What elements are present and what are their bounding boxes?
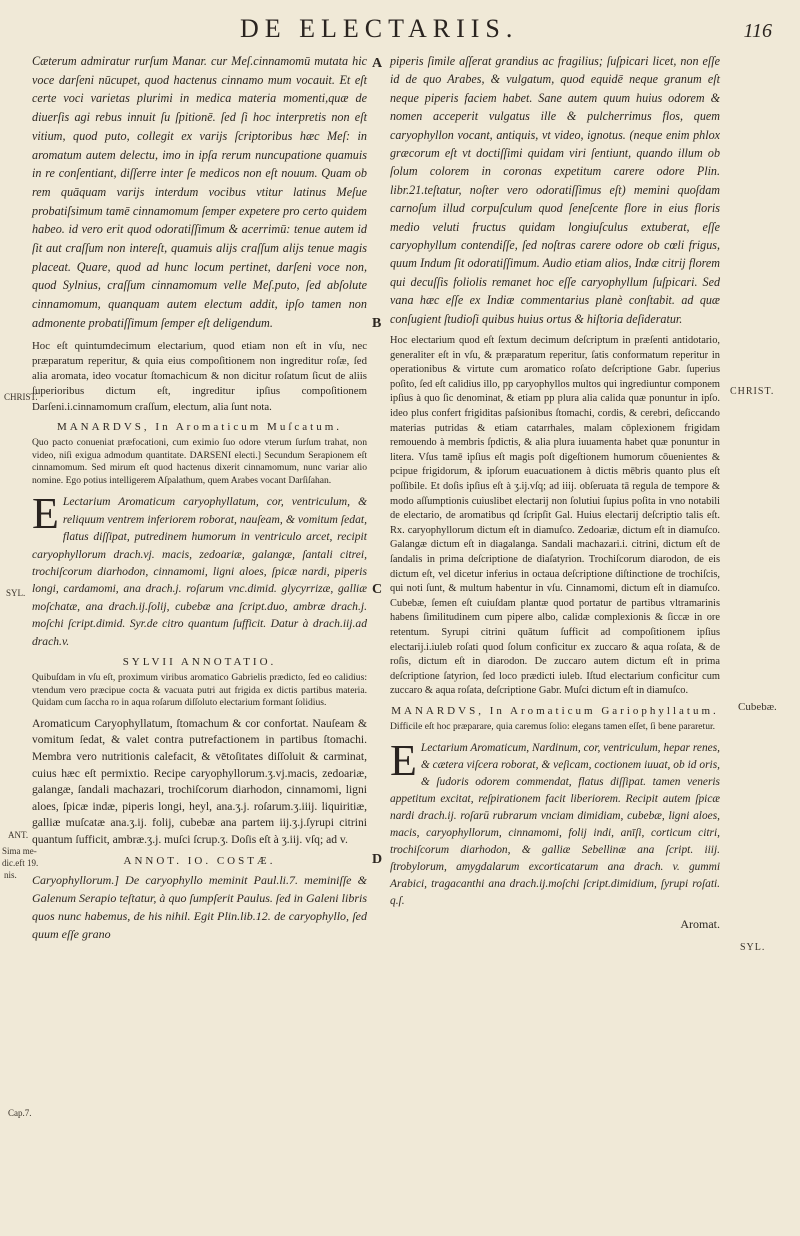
manardus-note: Quo pacto conueniat præfocationi, cum eximio ſuo odore vterum ſurſum trahat, non video, niſi exigua admodum quantitate. DARSENI electi.] Secundum Serapionem eſt cinnamomum. Sed mirum eſt quod hactenus dixerit cinnamomum, nunc variar alio nomine. Ego potius intelligerem Aſpalathum, quem Arabes vocant Darſiſahan. [32,437,367,486]
right-column [390,52,720,938]
page-header [0,8,800,48]
catchword: Aromat. [680,916,720,931]
recipe-paragraph: Lectarium Aromaticum caryophyllatum, cor, ventriculum, & reliquum ventrem inferiorem roborat, nauſeam, & vomitum ſedat, flatus diſſipat, putredinem humorum in ventriculo arcet, recipit caryophyllorum drach.vj. macis, zedoariæ, galangæ, ſantali citrei, trochiſcorum diarhodon, cinnamomi, ligni aloes, ſpicæ nardi, piperis longi, cardamomi, ana drach.j. roſarum vnc.dimid. glycyrrizæ, galliæ moſchatæ, ana drach.ij.ſolij, cubebæ ana ſcript.duo, ambræ drach.j. moſchi ſcript.dimid. Syr.de citro quantum ſufficit. Datur à drach.iij.ad drach.v. [32,495,367,648]
margin-note-sima: Sima me- [2,846,37,856]
sylvius-note: Quibuſdam in vſu eſt, proximum viribus aromatico Gabrielis prædicto, ſed eo calidius: vtendum vero præcipue cocta & vacuata putri aut frigida ex dictis partibus materia. Quidam cum ſaccha ro in aqua roſarum diſſoluto electarium formant ſolidius. [32,672,367,709]
manardus-note-right: Difficile eſt hoc præparare, quia caremus ſolio: elegans tamen eſſet, ſi bene pararetur. [390,720,716,732]
margin-note-cubebae: Cubebæ. [738,701,777,713]
section-heading-manardus-right: MANARDVS, In Aromaticum Gariophyllatum. [391,704,719,717]
margin-note-dic: dic.eft 19. [2,858,39,868]
section-heading-costae: ANNOT. IO. COSTÆ. [123,854,276,867]
margin-letter-a: A [372,56,383,71]
recipe-block-right [390,735,720,910]
page-number: 116 [743,20,772,42]
margin-note-christ-right: CHRIST. [730,386,775,397]
margin-note-christ: CHRIST. [4,392,38,402]
section-heading-manardus: MANARDVS, In Aromaticum Muſcatum. [56,421,343,434]
drop-cap-right: E [390,735,417,785]
gloss-paragraph: Hoc eſt quintumdecimum electarium, quod etiam non eſt in vſu, nec præparatum reperitur, & quia eius compoſitionem non ingreditur roſæ, ſed alia aromata, ideo vocatur ſtomachicum & non dicitur roſatum ſicut de aliis ſuperioribus dictum eſt, ingreditur ipſius compoſitionem Darſeni.i.cinnamomum craſſum, electum, alia ſunt nota. [32,339,367,413]
margin-note-syl-right: SYL. [740,942,766,953]
costae-note: Caryophyllorum.] De caryophyllo meminit Paul.li.7. meminiſſe & Galenum Serapio teſtatur, à quo ſumpſerit Paulus. ſed in Galeni libris quos nunc habemus, de his nihil. Egit Plin.lib.12. de caryophyllo, ſed quum eſſe grano [32,872,367,941]
margin-note-syl: SYL. [6,588,26,598]
commentary-continuation: piperis ſimile aſſerat grandius ac fragilius; ſuſpicari licet, non eſſe id de quo Arabes, & vulgatum, quod equidē neque granum eſt neque piperis faciem habet. Sane autem quum huius odorem & nomen acceperit vulgatus ille & pulcherrimus flos, quem caryophyllon vocant, antiquis, vt video, ignotus. (neque enim phlox græcorum eſt vt doctiſſimi quidam viri ſentiunt, quando illum ob ſolum colorem in coronas expetitum carere odore Plin. libr.21.teſtatur, noſter vero odoratiſſimus eſt) memini quoſdam carnoſum illud corpuſculum quod ſeneſcente flore in eius floris medio veluti fructus quidam longiuſculus extuberat, eſſe caryophyllum contendiſſe, ſed noſtras carere odore ob cœli frigus, quum Indum ſit odoratiſſimum. Audio etiam alios, Indæ citrij florem qui decuſſis foliolis remanet hoc eſſe caryophyllum ſuſpicari. Sed vana hæc eſſe ex Indiæ commentarius planè conſtabit. ad quæ conſugient ſtudioſi quibus huius ortus & hiſtoria deſideratur. [390,54,720,326]
margin-note-nis: nis. [4,870,17,880]
margin-letter-d: D [372,852,383,867]
margin-letter-b: B [372,316,382,331]
drop-cap: E [32,489,59,539]
commentary-paragraph: Cæterum admiratur rurſum Manar. cur Meſ.cinnamomū mutata hic voce darſeni nūcupet, quod hactenus cinnamo mum vocauit. Et eſt certe voci varietas plurimi in medica materia momenti,quæ de diuerſis agi rebus innuit ſu ſpitionē. ſed ſi hoc interpretis non eſt vitium, quod puto, collegit ex varijs ſcriptoribus hæc Meſ: in aromatum autem delectu, imo in ipſa rerum nuncupatione quamuis in re conſentiant, diſſerre inter ſe medicos non eſt nouum. Quam ob rem quāquam varijs interdum vocibus vtitur latinus Meſue probatiſsimum tamē cinnamomum ſemper expetere pro certo quidem habeo. id vero erit quod odoratiſſimum & acerrimū: tenue autem id ſit aut craſſum non intereſt, quamuis alijs craſſum alijs tenue magis placeat. Quare, quod ad hunc locum pertinet, darſeni voce non, quod Sylnius, craſſum cinnamomum velle Meſ.puto, ſed abſolute cinnamomum, quanquam autem electum addit, ipſo tamen non admonente probatiſſimum ſemper eſt deligendum. [32,54,367,330]
aromaticum-paragraph: Aromaticum Caryophyllatum, ſtomachum & cor confortat. Nauſeam & vomitum ſedat, & valet contra putrefactionem in partibus ſtomachi. Membra vero nutritionis calefacit, & vētoſitates diſſoluit & carminat, cuius hæc eſt permixtio. Recipe caryophyllorum.ʒ.vj.macis, zedoariæ, galangæ, ſandali machazari, trochiſcorum diarhodon, cinnamomi, ligni aloes, ſpicæ indæ, piperis longi, heyl, ana.ʒ.j. roſarum.ʒ.iiij. liquiritiæ, galliæ muſcatæ ana.ʒ.ij. folij, cubebæ ana partem iij.ʒ.j.ſyrupi citrini quantum ſufficit, ambræ.ʒ.j. muſci ſcrup.ʒ. Doſis eſt à ʒ.iij. vſq; ad v. [32,716,367,846]
recipe-block [32,489,367,650]
margin-letter-c: C [372,582,383,597]
gloss-paragraph-right: Hoc electarium quod eſt ſextum decimum deſcriptum in præſenti antidotario, generaliter eſt in vſu, & præparatum reperitur, ſatis conformatum reperitur in operationibus & virtute cum aromatico roſato deſcriptione Gabr. ſuperius poſito, ſed eſt calidius illo, pp caryophyllos multos qui ingrediuntur componem ipſius à quo ſic denominat, & etiam pp plura alia calida quæ ponuntur in ipſo. ideo plus confert frigiditas paſsionibus ſtomachi, cordis, & cerebri, deſiccando materias putridas & etiam catarrhales, malam cōplexionem frigidam remouendo à membris ſpdictis, & alia plura iuuamenta habet quæ ponuntur in litera. Vſus tamē ipſius eſt magis poſt digeſtionem humorum cōuenientes & pcipue frigidorum, & ipſorum euacuationem à dictis mēbris quanto plus eſt poſſibile. Et doſis ipſius eſt à ʒ.ij.vſq; ad iiij. obſeruata tā regula de tempore & modo aſſumptionis cuiuslibet electarij non ſolutiui ſupius poſita in vno notabili de electario, de aromatibus qd ſcripſit Gal. Huius electarij deſcriptio talis eſt. Rx. caryophyllorum dictum eſt in diamuſco. Zedoariæ, dictum eſt in diamuſco. Galangæ dictum eſt in diagalanga. Sandali machazari.i. citrini, dictum eſt de ſandalis in prima deſcriptione de diaſatyrion. Trochiſcorum diarodon, de eis dictum eſt, vel dicetur inferius in octaua deſcriptione diſtinctione de trochiſcis, qui noti ſunt, & multum habentur in vſu. Cinnamomi, dictum eſt in diamuſco. Cubebæ, ſemen eſt cuiuſdam plantæ quod portatur de partibus vltramarinis habens ſimilitudinem cum pipere albo, calidæ complexionis & ſiccæ in ore retentum. Syrupi citrini quātum ſufficit ad compoſitionem ipſius electarij.i.iuleb roſati quod ſolum conficitur ex zuccaro & aqua roſata, & de roſis, dictum eſt in diarodon. De zuccaro autem dictum eſt in prima deſcriptione ſatyrion, ſed loco prædicti iuleb. Iſtud electarium conficitur cum zuccaro & aqua roſata, deſcriptione Gabr. Muſci dictum eſt in diamuſco. [390,335,720,697]
margin-note-cap: Cap.7. [8,1108,32,1118]
margin-note-ant: ANT. [8,830,29,840]
recipe-paragraph-right: Lectarium Aromaticum, Nardinum, cor, ventriculum, hepar renes, & cætera viſcera roborat, & veſicam, coctionem iuuat, ob id oris, & ſudoris odorem commendat, flatus diſſipat. tamen veneris appetitum excitat, reſpirationem facit liberiorem. Recipit autem ſpicæ nardi drach.ij. roſarū rubrarum vnciam dimidiam, cubebæ, ligni aloes, macis, caryophyllorum, cinnamomi, folij indi, anīſi, corticum citri, trochiſcorum diarhodon, & galliæ Sebellinæ ana ſcript. iiij. ſtrobylorum, amygdalarum excorticatarum ana drach. v. gummi Arabici, tragacanthi ana drach.ij.moſchi ſcript.dimidium, ſyrupi roſati. q.ſ. [390,741,720,907]
left-column [32,52,367,949]
section-heading-sylvius: SYLVII ANNOTATIO. [122,656,277,669]
running-title: DE ELECTARIIS. [240,14,519,43]
